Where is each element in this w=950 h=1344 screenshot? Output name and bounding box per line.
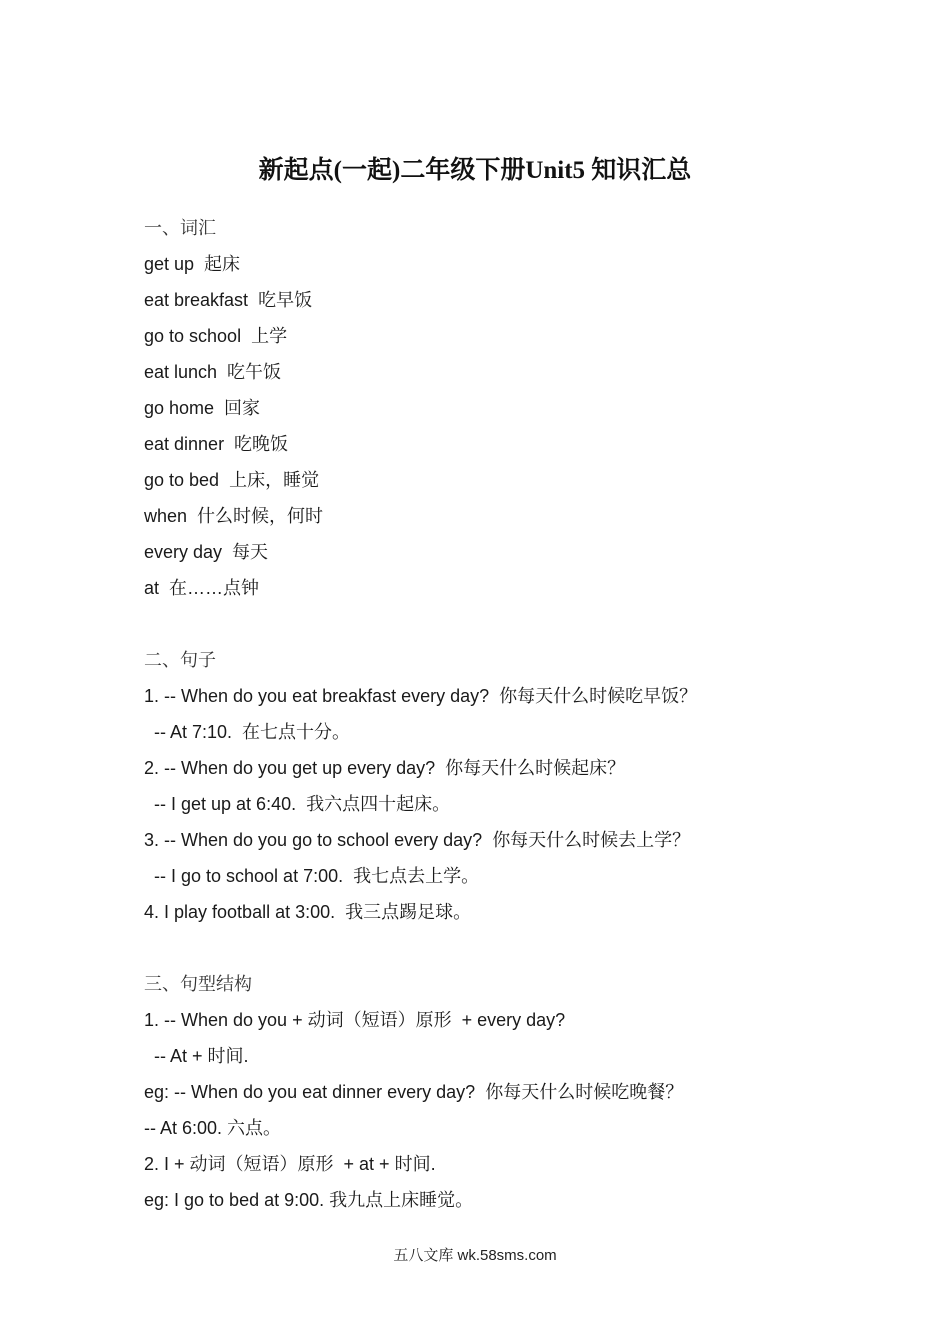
pattern-line: eg: -- When do you eat dinner every day? 你每天什么时候吃晚餐？ (144, 1082, 684, 1102)
document-title: 新起点(一起)二年级下册Unit5 知识汇总 (258, 157, 692, 184)
pattern-line: -- At 6:00. 六点。 (144, 1118, 282, 1138)
section-spacer (144, 930, 844, 966)
section-heading-sentences: 二、句子 (144, 650, 216, 670)
vocab-item: at 在……点钟 (144, 578, 260, 598)
pattern-line: -- At + 时间. (144, 1046, 249, 1066)
vocab-item: get up 起床 (144, 254, 241, 274)
sentence-line: 2. -- When do you get up every day? 你每天什么时候起床？ (144, 758, 626, 778)
vocab-item: go to school 上学 (144, 326, 288, 346)
section-heading-vocabulary: 一、词汇 (144, 218, 216, 238)
section-heading-patterns: 三、句型结构 (144, 974, 252, 994)
sentence-line: 1. -- When do you eat breakfast every day? 你每天什么时候吃早饭？ (144, 686, 698, 706)
vocab-item: go to bed 上床，睡觉 (144, 470, 320, 490)
vocab-item: every day 每天 (144, 542, 269, 562)
section-spacer (144, 606, 844, 642)
pattern-line: 1. -- When do you + 动词（短语）原形 + every day? (144, 1010, 566, 1030)
sentence-line: 3. -- When do you go to school every day? 你每天什么时候去上学？ (144, 830, 691, 850)
document-body (144, 210, 844, 1218)
vocab-item: eat dinner 吃晚饭 (144, 434, 289, 454)
pattern-line: 2. I + 动词（短语）原形 + at + 时间. (144, 1154, 436, 1174)
vocab-item: go home 回家 (144, 398, 261, 418)
vocab-item: eat lunch 吃午饭 (144, 362, 282, 382)
pattern-line: eg: I go to bed at 9:00. 我九点上床睡觉。 (144, 1190, 474, 1210)
sentence-line: 4. I play football at 3:00. 我三点踢足球。 (144, 902, 472, 922)
sentence-line: -- I get up at 6:40. 我六点四十起床。 (144, 794, 451, 814)
sentence-line: -- At 7:10. 在七点十分。 (144, 722, 351, 742)
sentence-line: -- I go to school at 7:00. 我七点去上学。 (144, 866, 480, 886)
vocab-item: eat breakfast 吃早饭 (144, 290, 313, 310)
page-footer-watermark: 五八文库 wk.58sms.com (393, 1247, 557, 1264)
vocab-item: when 什么时候，何时 (144, 506, 324, 526)
